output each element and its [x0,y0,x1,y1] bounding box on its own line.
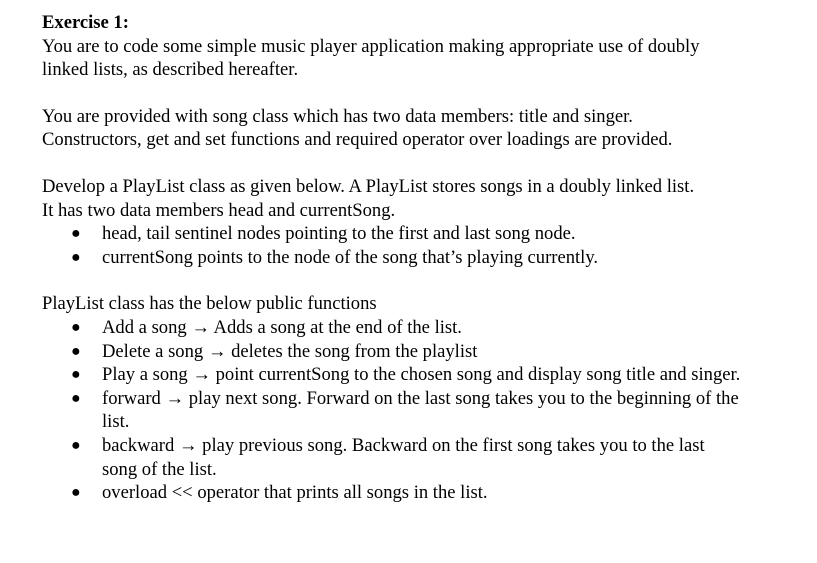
members-list [42,222,802,269]
playlist-description: Develop a PlayList class as given below. A PlayList stores songs in a doubly linked list. [42,175,695,197]
list-item [42,434,742,481]
bullet-icon: ● [71,484,81,502]
list-item [42,316,742,340]
functions-list [42,316,742,505]
paragraph-gap [42,152,802,175]
list-item [42,387,742,434]
paragraph-gap [42,82,802,105]
song-class-paragraph: You are provided with song class which has two data members: title and singer. Constructors, get and set functions and required operator over loadings are provided. [42,105,673,151]
list-item-text: head, tail sentinel nodes pointing to the first and last song node. [102,223,576,245]
list-item [42,222,802,246]
list-item [42,340,742,364]
bullet-icon: ● [71,342,81,360]
list-item-text: Delete a song → deletes the song from the playlist [102,340,478,362]
bullet-icon: ● [71,389,81,407]
functions-heading: PlayList class has the below public functions [42,293,377,315]
list-item [42,246,802,270]
bullet-icon: ● [71,248,81,266]
list-item [42,481,742,505]
bullet-icon: ● [71,225,81,243]
bullet-icon: ● [71,366,81,384]
bullet-icon: ● [71,436,81,454]
list-item-text: currentSong points to the node of the song that’s playing currently. [102,246,599,268]
list-item-text: backward → play previous song. Backward on the first song takes you to the last song of the list. [102,434,705,480]
exercise-title: Exercise 1: [42,12,129,33]
document-body [42,11,802,505]
list-item [42,363,742,387]
list-item-text: Add a song → Adds a song at the end of the list. [102,316,462,338]
paragraph-gap [42,269,802,292]
list-item-text: forward → play next song. Forward on the last song takes you to the beginning of the list. [102,387,739,433]
playlist-members-line: It has two data members head and currentSong. [42,199,396,221]
exercise-intro: You are to code some simple music player application making appropriate use of doubly linked lists, as described hereafter. [42,35,700,81]
list-item-text: overload << operator that prints all songs in the list. [102,482,488,504]
bullet-icon: ● [71,318,81,336]
list-item-text: Play a song → point currentSong to the chosen song and display song title and singer. [102,364,741,386]
